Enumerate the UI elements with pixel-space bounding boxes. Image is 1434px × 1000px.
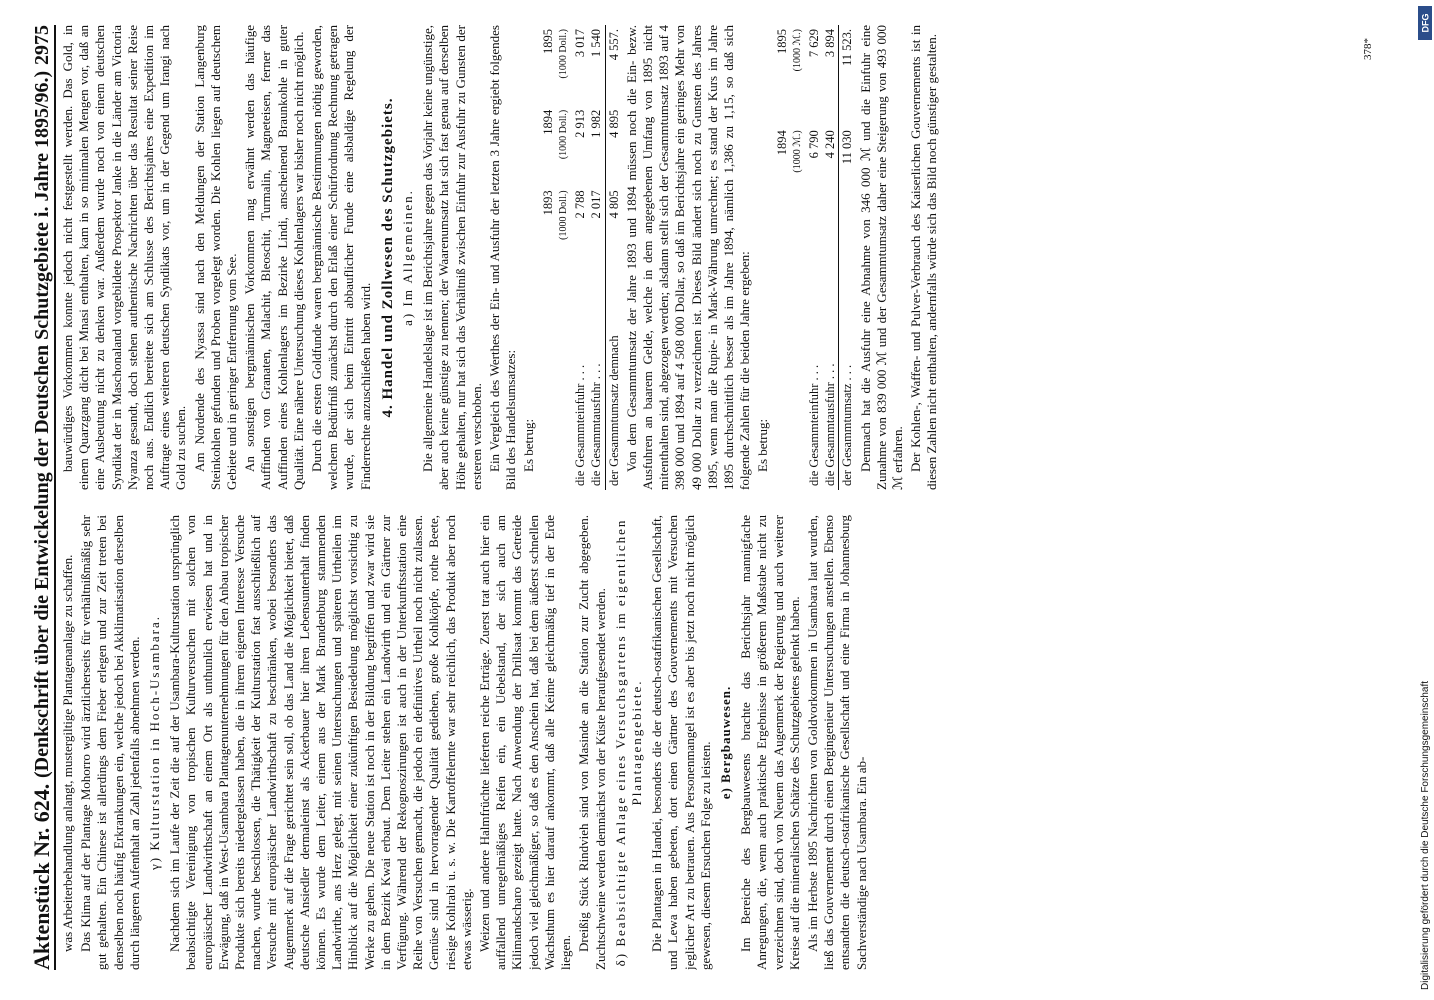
table-total-row: [605, 25, 622, 490]
table-units-row: [556, 25, 572, 490]
value-cell: 2 017: [589, 190, 604, 219]
value-cell: 4 557.: [605, 25, 622, 106]
unit-cell: (1000 Doll.): [557, 109, 569, 160]
page-header: [14, 25, 54, 970]
table-row: [572, 25, 588, 490]
paragraph: Im Bereiche des Bergbauwesens brachte das Berichtsjahr mannigfache Anregungen, die, wenn auch praktische Ergebnisse in größerem Maßstabe nicht zu verzeichnen sind, doch von Neuem das Augenmerk der Regierung und auch weiterer Kreise auf die mineralischen Schätze des Schutzgebietes gelenkt haben.: [738, 515, 802, 970]
digitization-credit: Digitalisierung gefördert durch die Deutsche Forschungsgemeinschaft: [1420, 680, 1431, 990]
table-row: [822, 25, 839, 490]
trade-table-marks: [774, 25, 856, 490]
row-label: die Gesammtausfuhr . . .: [589, 363, 604, 486]
paragraph: was Arbeiterbehandlung anlangt, mustergiltige Plantagenanlage zu schaffen.: [60, 554, 75, 952]
paragraph: Die allgemeine Handelslage ist im Berichtsjahre gegen das Vorjahr keine ungünstige, aber auch keine günstige zu nennen; der Waarenumsatz hat sich fast genau auf derselben Höhe gehalten, nur hat sich das Verhältniß zwischen Einfuhr zur Ausfuhr zu Gunsten der ersteren verschoben.: [420, 25, 484, 490]
dfg-sidebar: [1418, 0, 1434, 1000]
row-label: der Gesammtumsatz demnach: [605, 267, 622, 490]
page-number: 2975: [30, 25, 53, 65]
table-header-row: [540, 25, 556, 490]
section-heading: a) Im Allgemeinen.: [400, 189, 416, 326]
unit-cell: (1000 Doll.): [557, 29, 569, 79]
value-cell: 1 540: [589, 29, 604, 58]
table-total-row: [839, 25, 856, 490]
paragraph: Ein Vergleich des Werthes der Ein- und Ausfuhr der letzten 3 Jahre ergiebt folgendes Bild des Handelsumsatzes:: [487, 25, 519, 490]
value-cell: 11 523.: [839, 25, 856, 126]
paragraph: Dreißig Stück Rindvieh sind von Masinde an die Station zur Zucht abgegeben. Zuchtschweine werden demnächst von der Küste heraufgesendet werden.: [576, 515, 608, 970]
row-label: die Gesammteinfuhr . . .: [806, 364, 821, 486]
unit-cell: (1000 ℳ.): [791, 29, 803, 72]
paragraph: Demnach hat die Ausfuhr eine Abnahme von 346 000 ℳ und die Einfuhr eine Zunahme von 839 000 ℳ und der Gesammtumsatz daher eine Steigerung von 493 000 ℳ erfahren.: [857, 25, 905, 490]
year-cell: 1894: [774, 130, 789, 156]
trade-table-dollars: [540, 25, 622, 490]
page-mark: 378*: [1362, 38, 1374, 60]
chapter-heading: 4. Handel und Zollwesen des Schutzgebiets.: [379, 97, 396, 418]
table-row: [588, 25, 605, 490]
paragraph: Weizen und andere Halmfrüchte lieferten reiche Erträge. Zuerst trat auch hier ein auffallend unregelmäßiges Reifen ein, ein Uebelstand, der sich auch am Kilimandscharo gezeigt hatte. Nach Anwendung der Drillsaat kommt das Getreide jedoch viel gleichmäßiger, so daß es den Anschein hat, daß bei dem äußerst schnellen Wachsthum es hier darauf ankommt, daß alle Keime gleichmäßig tief in der Erde liegen.: [477, 515, 574, 970]
value-cell: 3 894: [823, 29, 838, 58]
value-cell: 4 240: [823, 130, 838, 159]
section-heading: δ) Beabsichtigte Anlage eines Versuchsgartens im eigentlichen Plantagengebiete.: [612, 518, 644, 967]
value-cell: 2 913: [573, 109, 588, 138]
year-cell: 1895: [774, 29, 789, 54]
paragraph: Das Klima auf der Plantage Mohorro wird ärztlicherseits für verhältnißmäßig sehr gut gehalten. Ein Chinese ist allerdings dem Fieber erlegen und zur Zeit treten bei denselben noch häufig Erkrankungen ein, welche jedoch bei Akklimatisation derselben durch längeren Aufenthalt an Zahl jedenfalls abnehmen werden.: [78, 515, 142, 970]
paragraph: Der Kohlen-, Waffen- und Pulver-Verbrauch des Kaiserlichen Gouvernements ist in diesen Zahlen nicht enthalten, andernfalls würde sich das Bild noch günstiger gestalten.: [908, 25, 940, 490]
paragraph: Von dem Gesammtumsatz der Jahre 1893 und 1894 müssen noch die Ein- bezw. Ausfuhren an baarem Gelde, welche in dem angegebenen Umfang von 1895 nicht mitenthalten sind, abgezogen werden; alsdann stellt sich der Gesammtumsatz 1893 auf 4 398 000 und 1894 auf 4 508 000 Dollar, so daß im Berichtsjahre ein geringes Mehr von 49 000 Dollar zu verzeichnen ist. Dieses Bild ändert sich noch zu Gunsten des Jahres 1895, wenn man die Rupie- in Mark-Währung umrechnet; es stand der Kurs im Jahre 1895 durchschnittlich besser als im Jahre 1894, nämlich 1,386 zu 1,15, so daß sich folgende Zahlen für die beiden Jahre ergeben:: [623, 25, 753, 490]
dfg-logo-text: DFG: [1420, 13, 1430, 33]
row-label: der Gesammtumsatz . . .: [839, 228, 856, 490]
paragraph: bauwürdiges Vorkommen konnte jedoch nicht festgestellt werden. Das Gold, in einem Quarzgang dicht bei Mnasi enthalten, kam in so minimalen Mengen vor, daß an eine Ausbeutung nicht zu denken war. Außerdem wurde noch von einem deutschen Syndikat der in Maschonaland vorgebildete Prospektor Janke in die Länder am Victoria Nyanza gesandt, doch stehen authentische Nachrichten über das Resultat seiner Reise noch aus. Endlich bereitete sich am Schlusse des Berichtsjahres eine Expedition im Auftrage eines weiteren deutschen Syndikats vor, um in der Gegend um Irangi nach Gold zu suchen.: [60, 25, 189, 490]
label-es-betrug: Es betrug:: [755, 418, 771, 472]
value-cell: 3 017: [573, 29, 588, 58]
dfg-logo: [1418, 6, 1432, 40]
paragraph: Die Plantagen in Handei, besonders die der deutsch-ostafrikanischen Gesellschaft, und Lewa haben gebeten, dort einen Gärtner des Gouvernements mit Versuchen jeglicher Art zu betrauen. Aus Personenmangel ist es aber bis jetzt noch nicht möglich gewesen, diesem Ersuchen Folge zu leisten.: [649, 515, 713, 970]
section-heading: γ) Kulturstation in Hoch-Usambara.: [147, 615, 163, 870]
left-column: [60, 515, 1390, 970]
value-cell: 1 982: [589, 109, 604, 138]
document-number: Aktenstück Nr. 624.: [28, 783, 54, 970]
paragraph: An sonstigen bergmännischen Vorkommen mag erwähnt werden das häufige Auffinden von Granaten, Malachit, Bleoschit, Turmalin, Magneteisen, ferner das Auffinden eines Kohlenlagers im Bezirke Lindi, anscheinend Braunkohle in guter Qualität. Eine nähere Untersuchung dieses Kohlenlagers war bisher noch nicht möglich.: [242, 25, 306, 490]
paragraph: Als im Herbste 1895 Nachrichten von Goldvorkommen in Usambara laut wurden, ließ das Gouvernement durch einen Bergingenieur Untersuchungen anstellen. Ebenso entsandten die deutsch-ostafrikanische Gesellschaft und eine Firma in Johannesburg Sachverständige nach Usambara. Ein ab-: [804, 515, 869, 970]
table-header-row: [774, 25, 790, 490]
value-cell: 7 629: [806, 29, 821, 58]
section-heading: e) Bergbauwesen.: [717, 685, 733, 800]
table-row: [806, 25, 822, 490]
document-title: (Denkschrift über die Entwickelung der Deutschen Schutzgebiete i. Jahre 1895/96.): [30, 70, 53, 778]
row-label: die Gesammtausfuhr . . .: [823, 363, 838, 486]
table-units-row: [790, 25, 806, 490]
value-cell: 6 790: [806, 130, 821, 159]
year-cell: 1893: [540, 190, 555, 216]
unit-cell: (1000 ℳ.): [791, 130, 803, 173]
row-label: die Gesammteinfuhr . . .: [573, 364, 588, 486]
value-cell: 4 805: [605, 186, 622, 267]
year-cell: 1894: [540, 109, 555, 135]
paragraph: Am Nordende des Nyassa sind nach den Meldungen der Station Langenburg Steinkohlen gefunden und Proben vorgelegt worden. Die Kohlen liegen auf deutschem Gebiete und in geringer Entfernung vom See.: [191, 25, 240, 490]
value-cell: 11 030: [839, 126, 856, 227]
paragraph: Durch die ersten Goldfunde waren bergmännische Bestimmungen nöthig geworden, welchem Bedürfniß zunächst durch den Erlaß einer Schürfordnung Rechnung getragen wurde, der sich beim Eintritt abbauflicher Funde eine alsbaldige Regelung der Finderrechte anzuschließen haben wird.: [309, 25, 373, 490]
label-es-betrug: Es betrug:: [521, 418, 537, 472]
header-rule: [54, 25, 56, 970]
unit-cell: (1000 Doll.): [557, 190, 569, 240]
right-column: [60, 25, 1390, 490]
year-cell: 1895: [540, 29, 555, 54]
value-cell: 2 788: [573, 190, 588, 219]
value-cell: 4 895: [605, 106, 622, 187]
paragraph: Nachdem sich im Laufe der Zeit die auf der Usambara-Kulturstation ursprünglich beabsichtigte Vereinigung von tropischen Kulturversuchen mit solchen von europäischer Landwirthschaft an einem Ort als unthunlich erwiesen hat und in Erwägung, daß in West-Usambara Plantagenunternehmungen für den Anbau tropischer Produkte sich bereits niedergelassen haben, die in ihrem eigenen Interesse Versuche machen, wurde beschlossen, die Thätigkeit der Kulturstation fast ausschließlich auf Versuche mit europäischer Landwirthschaft zu beschränken, wobei besonders das Augenmerk auf die Frage gerichtet sein soll, ob das Land die Möglichkeit bietet, daß deutsche Ansiedler dermaleinst als Ackerbauer hier ihren Lebensunterhalt finden können. Es wurde dem Leiter, einem aus der Mark Brandenburg stammenden Landwirthe, ans Herz gelegt, mit seinen Untersuchungen und späteren Urtheilen im Hinblick auf die Möglichkeit einer zukünftigen Besiedelung möglichst vorsichtig zu Werke zu gehen. Die neue Station ist noch in der Bildung begriffen und zwar wird sie in dem Bezirk Kwai erbaut. Dem Leiter stehen ein Landwirth und ein Gärtner zur Verfügung. Während der Rekognoszirungen ist auch in der Unterkunftsstation eine Reihe von Versuchen gemacht, die jedoch ein definitives Urtheil noch nicht zulassen. Gemüse sind in hervorragender Qualität gediehen, große Kohlköpfe, rothe Beete, riesige Kohlrabi u. s. w. Die Kartoffelernte war sehr reichlich, das Produkt aber noch etwas wässerig.: [167, 515, 474, 970]
